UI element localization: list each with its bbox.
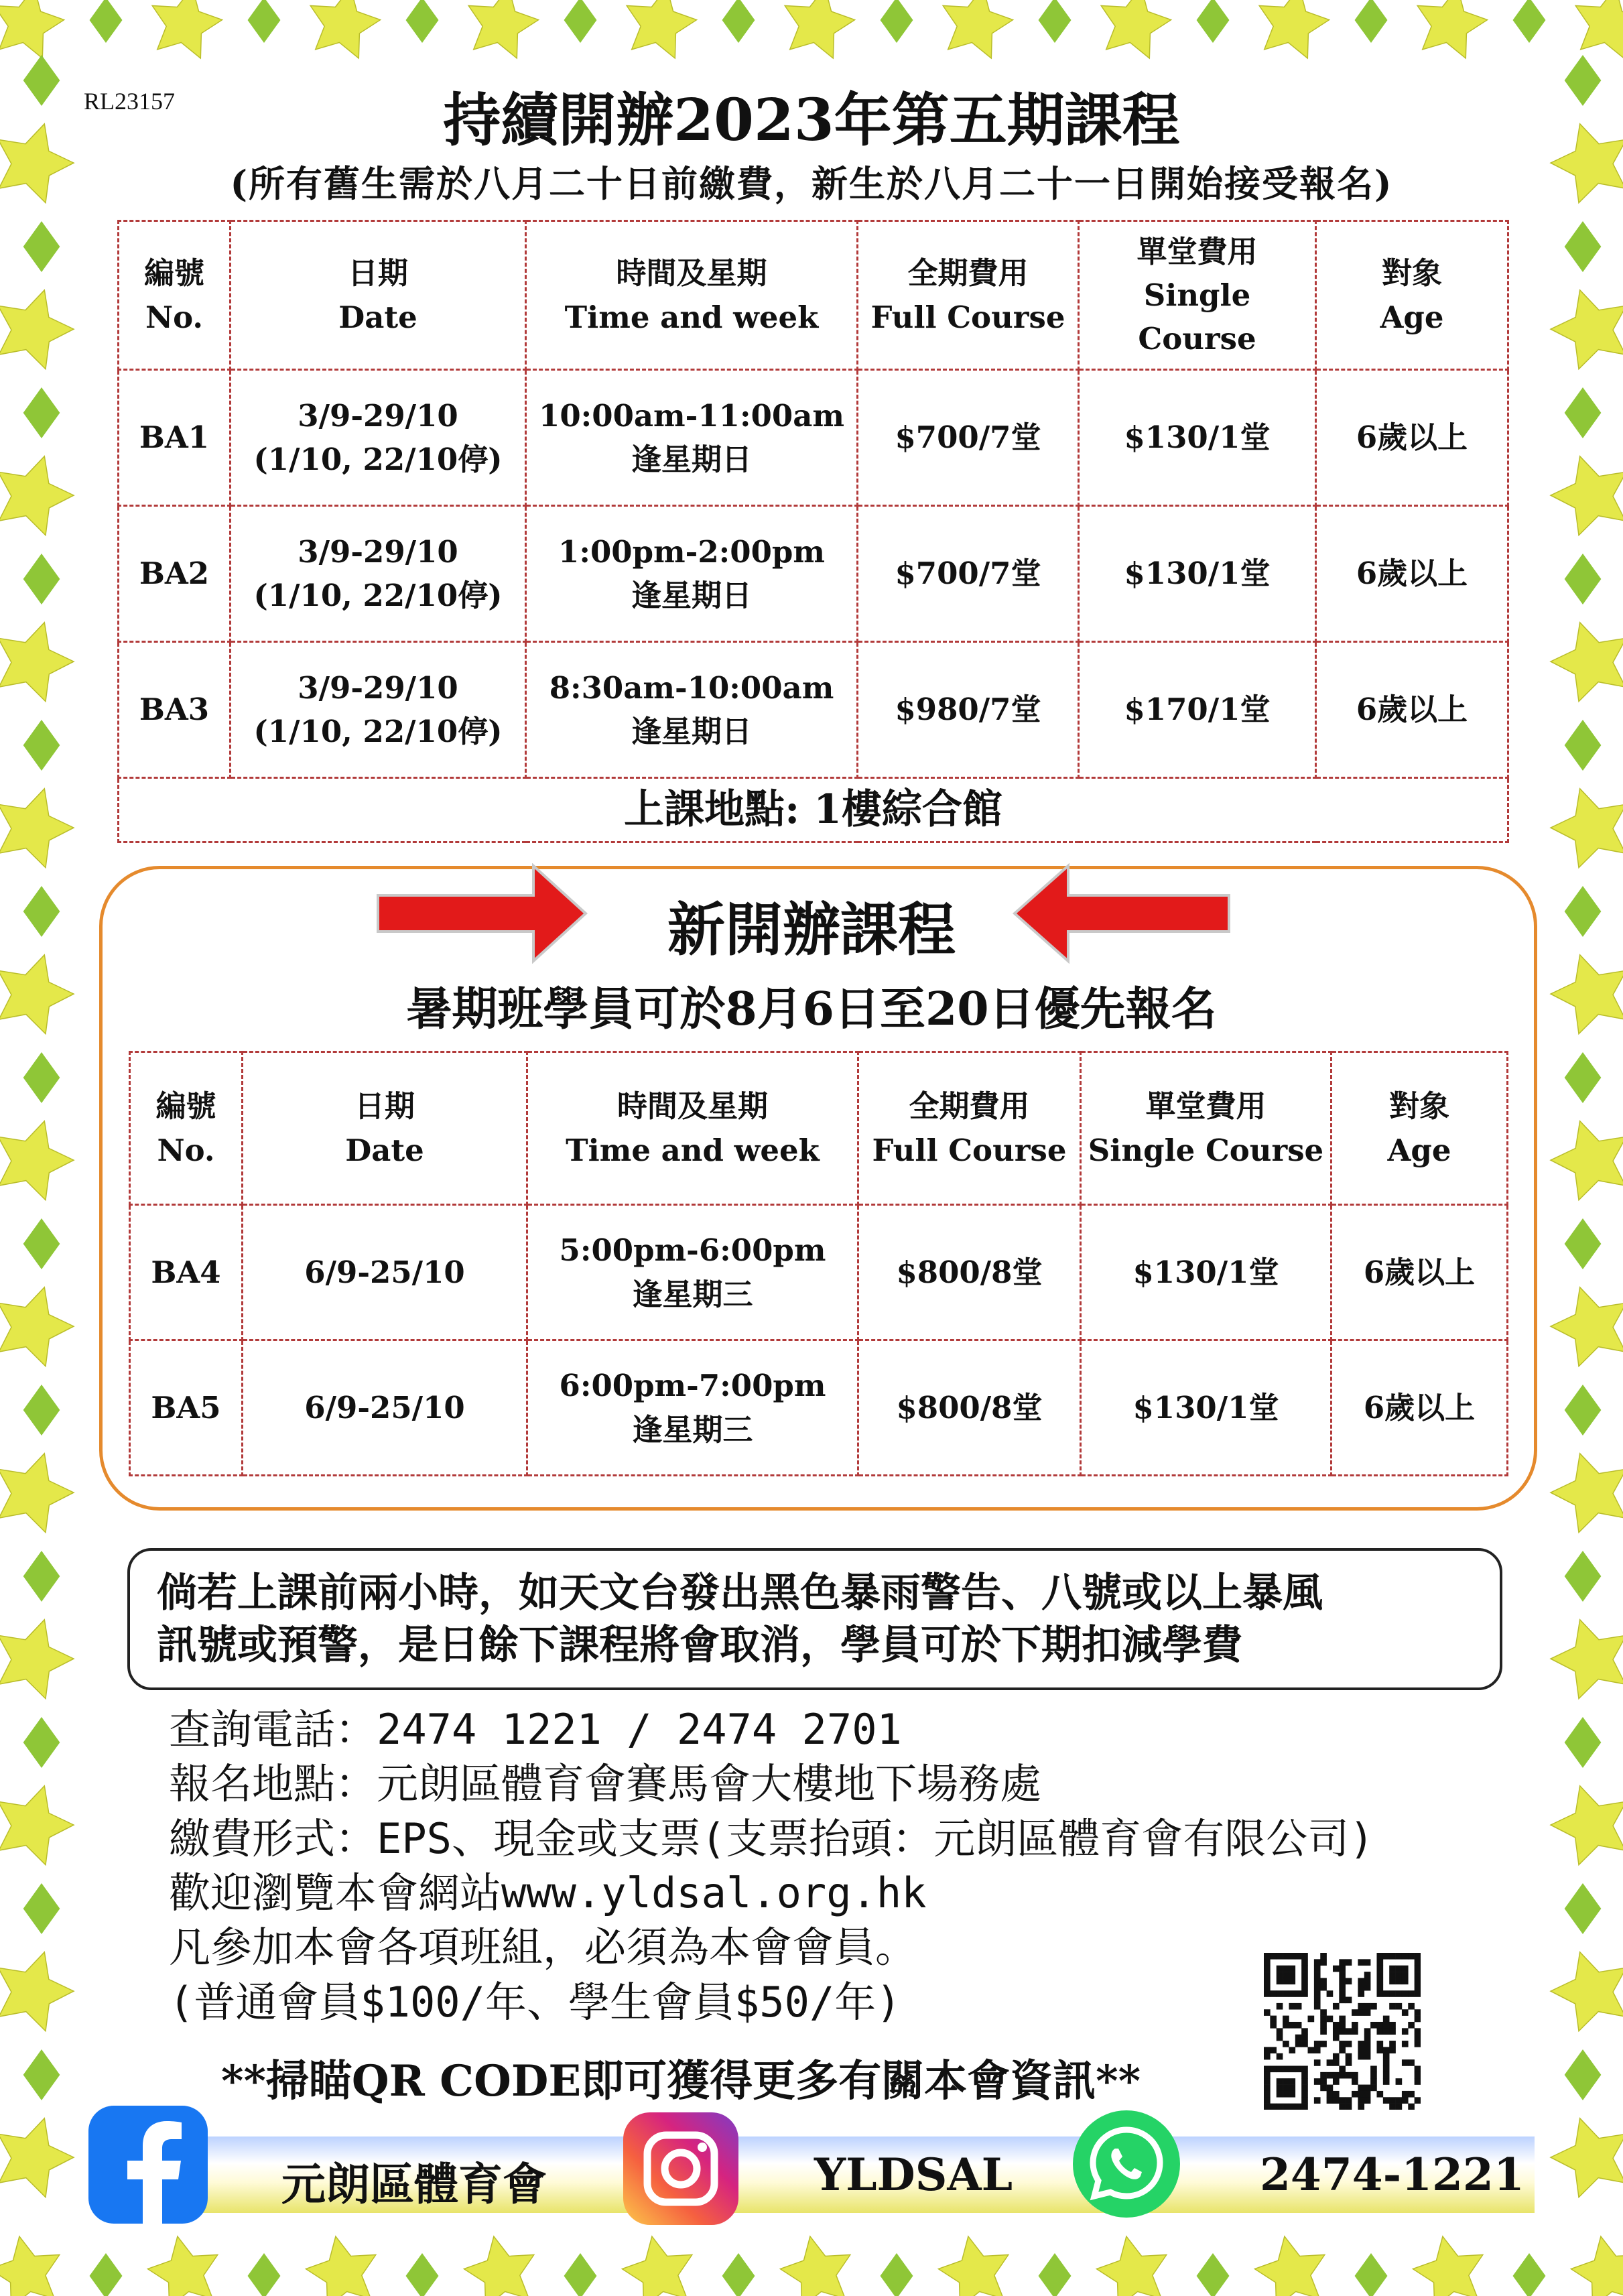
venue-text: 上課地點: 1樓綜合館 (119, 778, 1508, 842)
star-icon (1551, 1287, 1623, 1366)
facebook-icon[interactable] (87, 2104, 209, 2225)
header-full-course: 全期費用 Full Course (858, 221, 1079, 370)
cell-time: 1:00pm-2:00pm 逢星期日 (526, 506, 858, 642)
star-icon (1254, 2236, 1324, 2296)
star-icon (23, 2049, 60, 2100)
cell-age: 6歲以上 (1316, 506, 1508, 642)
info-membership: 凡參加本會各項班組，必須為本會會員。 (169, 1923, 917, 1972)
star-icon (23, 1218, 60, 1269)
page-title: 持續開辦2023年第五期課程 (443, 86, 1180, 154)
cell-single: $130/1堂 (1079, 370, 1316, 506)
info-location: 報名地點：元朗區體育會賽馬會大樓地下場務處 (169, 1759, 1042, 1809)
cell-age: 6歲以上 (1316, 370, 1508, 506)
star-icon (0, 456, 74, 535)
star-icon (943, 0, 1013, 58)
cell-single: $170/1堂 (1079, 642, 1316, 778)
star-icon (1565, 1385, 1602, 1436)
star-icon (23, 1385, 60, 1436)
cell-single: $130/1堂 (1081, 1205, 1332, 1340)
star-icon (1551, 789, 1623, 868)
star-icon (1039, 0, 1072, 43)
cell-age: 6歲以上 (1332, 1340, 1508, 1476)
star-icon (1259, 0, 1329, 58)
qr-code-note: **掃瞄QR CODE即可獲得更多有關本會資訊** (221, 2056, 1141, 2106)
star-icon (1571, 2236, 1623, 2296)
star-icon (1413, 2236, 1482, 2296)
cell-full: $800/8堂 (858, 1340, 1081, 1476)
star-icon (1565, 554, 1602, 604)
star-icon (406, 0, 439, 43)
star-icon (0, 789, 74, 868)
star-icon (0, 1620, 74, 1699)
table-header-row (119, 221, 1508, 370)
star-icon (1551, 1620, 1623, 1699)
document-code: RL23157 (84, 88, 176, 115)
info-website: 歡迎瀏覽本會網站www.yldsal.org.hk (169, 1868, 927, 1918)
star-icon (152, 0, 222, 58)
cell-single: $130/1堂 (1081, 1340, 1332, 1476)
qr-code-icon[interactable] (1264, 1953, 1421, 2110)
star-icon (1551, 623, 1623, 702)
cell-age: 6歲以上 (1332, 1205, 1508, 1340)
header-date: 日期 Date (243, 1052, 527, 1205)
star-icon (1197, 0, 1230, 43)
star-icon (1565, 387, 1602, 438)
star-icon (1551, 290, 1623, 369)
cell-time: 10:00am-11:00am 逢星期日 (526, 370, 858, 506)
star-icon (1355, 0, 1388, 43)
cell-date: 6/9-25/10 (243, 1340, 527, 1476)
star-icon (1565, 221, 1602, 272)
cell-date: 3/9-29/10 (1/10, 22/10停) (231, 370, 526, 506)
star-icon (564, 2253, 597, 2296)
star-icon (90, 0, 123, 43)
star-icon (1355, 2253, 1388, 2296)
cell-date: 3/9-29/10 (1/10, 22/10停) (231, 642, 526, 778)
star-icon (1565, 1218, 1602, 1269)
info-payment: 繳費形式：EPS、現金或支票(支票抬頭：元朗區體育會有限公司) (169, 1813, 1374, 1863)
star-icon (1551, 1952, 1623, 2031)
cell-no: BA1 (119, 370, 231, 506)
table-row (130, 1340, 1508, 1476)
star-icon (0, 1952, 74, 2031)
star-icon (0, 0, 64, 58)
star-icon (1513, 0, 1546, 43)
star-icon (627, 0, 696, 58)
star-icon (23, 554, 60, 604)
course-table-1 (117, 220, 1509, 843)
info-phone: 查詢電話：2474 1221 / 2474 2701 (169, 1705, 902, 1754)
star-icon (464, 2236, 533, 2296)
header-no: 編號 No. (130, 1052, 243, 1205)
priority-registration-text: 暑期班學員可於8月6日至20日優先報名 (406, 982, 1217, 1036)
cell-full: $700/7堂 (858, 370, 1079, 506)
star-icon (23, 1551, 60, 1602)
cell-full: $800/8堂 (858, 1205, 1081, 1340)
instagram-label: YLDSAL (814, 2149, 1013, 2201)
weather-notice (127, 1548, 1502, 1690)
star-icon (1551, 1786, 1623, 1865)
star-icon (881, 0, 913, 43)
cell-time: 8:30am-10:00am 逢星期日 (526, 642, 858, 778)
star-icon (722, 2253, 755, 2296)
cell-no: BA2 (119, 506, 231, 642)
new-course-title: 新開辦課程 (667, 896, 956, 964)
star-icon (248, 2253, 281, 2296)
cell-date: 3/9-29/10 (1/10, 22/10停) (231, 506, 526, 642)
instagram-icon[interactable] (622, 2111, 740, 2226)
whatsapp-icon[interactable] (1071, 2108, 1182, 2220)
cell-no: BA4 (130, 1205, 243, 1340)
star-icon (23, 221, 60, 272)
star-icon (23, 1717, 60, 1768)
star-icon (0, 290, 74, 369)
star-icon (0, 623, 74, 702)
table-row (119, 370, 1508, 506)
cell-age: 6歲以上 (1316, 642, 1508, 778)
course-table-2 (129, 1051, 1508, 1476)
star-icon (1551, 1454, 1623, 1533)
star-icon (23, 1052, 60, 1103)
star-icon (938, 2236, 1008, 2296)
star-icon (0, 1121, 74, 1200)
cell-single: $130/1堂 (1079, 506, 1316, 642)
cell-no: BA5 (130, 1340, 243, 1476)
header-time: 時間及星期 Time and week (526, 221, 858, 370)
star-icon (1551, 1121, 1623, 1200)
cell-full: $980/7堂 (858, 642, 1079, 778)
cell-time: 5:00pm-6:00pm 逢星期三 (527, 1205, 858, 1340)
star-icon (147, 2236, 217, 2296)
star-icon (564, 0, 597, 43)
table-row (130, 1205, 1508, 1340)
star-icon (468, 0, 538, 58)
star-icon (23, 720, 60, 771)
star-icon (1513, 2253, 1546, 2296)
contact-info (169, 1702, 1374, 2029)
star-icon (0, 1287, 74, 1366)
header-age: 對象 Age (1316, 221, 1508, 370)
whatsapp-label: 2474-1221 (1260, 2149, 1524, 2201)
star-icon (1565, 720, 1602, 771)
star-icon (1565, 1717, 1602, 1768)
header-time: 時間及星期 Time and week (527, 1052, 858, 1205)
star-icon (1551, 2118, 1623, 2197)
cell-time: 6:00pm-7:00pm 逢星期三 (527, 1340, 858, 1476)
star-icon (23, 1883, 60, 1934)
star-icon (0, 2236, 60, 2296)
header-age: 對象 Age (1332, 1052, 1508, 1205)
star-icon (0, 1786, 74, 1865)
star-icon (1565, 2049, 1602, 2100)
star-icon (1417, 0, 1487, 58)
notice-line-2: 訊號或預警，是日餘下課程將會取消，學員可於下期扣減學費 (157, 1622, 1242, 1669)
star-icon (1565, 1551, 1602, 1602)
notice-line-1: 倘若上課前兩小時，如天文台發出黑色暴雨警告、八號或以上暴風 (157, 1570, 1323, 1616)
facebook-label: 元朗區體育會 (281, 2158, 547, 2210)
star-icon (1039, 2253, 1072, 2296)
header-date: 日期 Date (231, 221, 526, 370)
info-membership-fee: (普通會員$100/年、學生會員$50/年) (169, 1977, 901, 2027)
cell-date: 6/9-25/10 (243, 1205, 527, 1340)
star-icon (622, 2236, 692, 2296)
header-no: 編號 No. (119, 221, 231, 370)
cell-no: BA3 (119, 642, 231, 778)
cell-full: $700/7堂 (858, 506, 1079, 642)
venue-row (119, 778, 1508, 842)
star-icon (306, 2236, 375, 2296)
star-icon (1565, 1883, 1602, 1934)
star-icon (0, 1454, 74, 1533)
star-icon (881, 2253, 913, 2296)
star-icon (406, 2253, 439, 2296)
table-row (119, 506, 1508, 642)
star-icon (90, 2253, 123, 2296)
star-icon (780, 2236, 850, 2296)
table-header-row (130, 1052, 1508, 1205)
star-icon (23, 387, 60, 438)
star-icon (1575, 0, 1623, 58)
header-full-course: 全期費用 Full Course (858, 1052, 1081, 1205)
star-icon (248, 0, 281, 43)
header-single-course: 單堂費用 Single Course (1081, 1052, 1332, 1205)
star-icon (1096, 2236, 1166, 2296)
star-icon (1551, 456, 1623, 535)
star-icon (1101, 0, 1171, 58)
header-single-course: 單堂費用 Single Course (1079, 221, 1316, 370)
star-icon (1565, 1052, 1602, 1103)
star-icon (1197, 2253, 1230, 2296)
star-icon (310, 0, 380, 58)
star-icon (722, 0, 755, 43)
star-icon (0, 2118, 74, 2197)
table-row (119, 642, 1508, 778)
page-subtitle: (所有舊生需於八月二十日前繳費，新生於八月二十一日開始接受報名) (230, 162, 1393, 205)
star-icon (785, 0, 854, 58)
